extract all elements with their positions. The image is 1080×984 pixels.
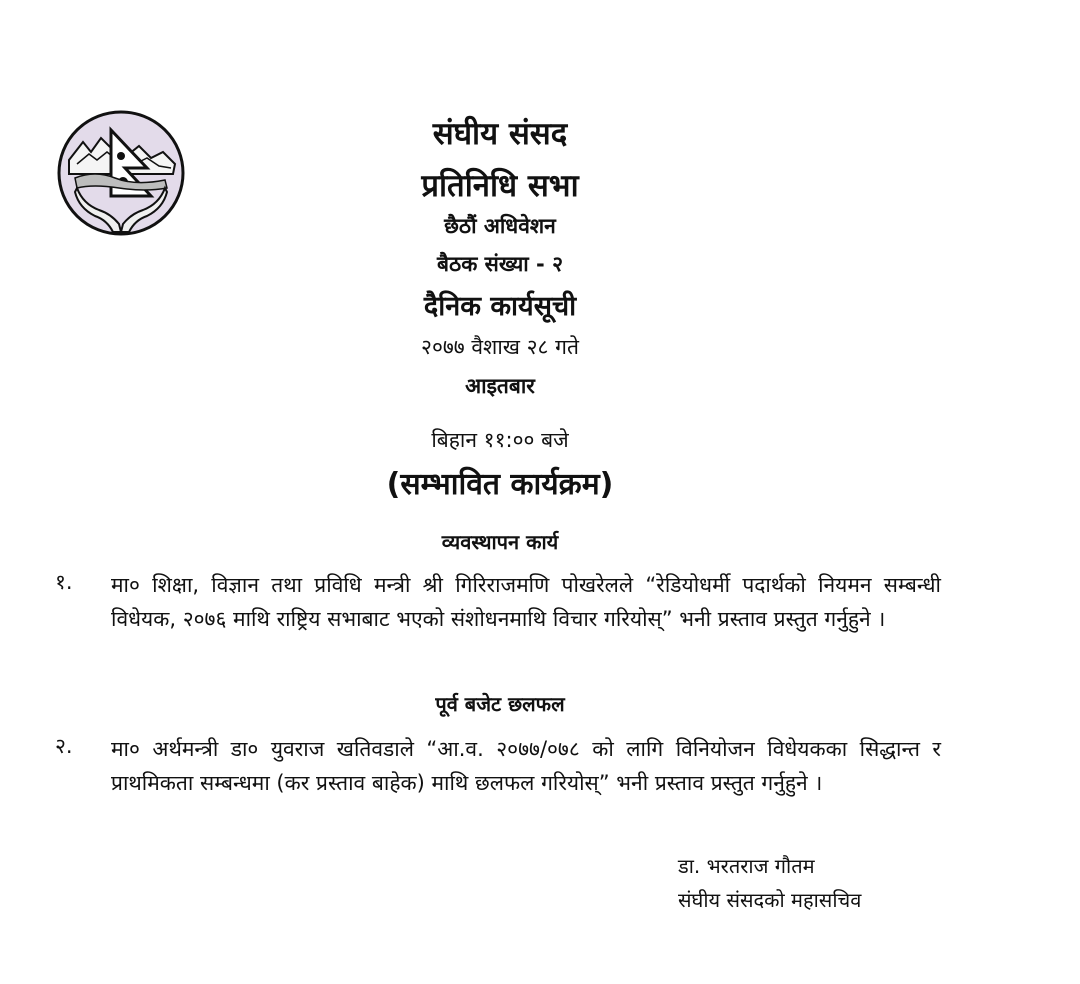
meeting-number: बैठक संख्या - २ [437, 252, 563, 276]
parliament-title: संघीय संसद [432, 116, 568, 152]
agenda-item-text: मा० शिक्षा, विज्ञान तथा प्रविधि मन्त्री श्री गिरिराजमणि पोखरेलले “रेडियोधर्मी पदार्थको नियमन सम्बन्धी विधेयक, २०७६ माथि राष्ट्रिय सभाबाट भएको संशोधनमाथि विचार गरियोस्” भनी प्रस्ताव प्रस्तुत गर्नुहुने । [111, 573, 941, 631]
agenda-time: बिहान ११:०० बजे [431, 428, 569, 452]
signatory-name: डा. भरतराज गौतम [678, 854, 815, 878]
signatory-title: संघीय संसदको महासचिव [678, 888, 862, 912]
section-heading-legislation: व्यवस्थापन कार्य [441, 530, 559, 554]
agenda-item-number: १. [55, 570, 73, 594]
program-heading: (सम्भावित कार्यक्रम) [386, 467, 614, 502]
section-heading-prebudget: पूर्व बजेट छलफल [435, 692, 565, 716]
agenda-day: आइतबार [465, 374, 535, 398]
agenda-item-number: २. [55, 734, 73, 758]
session-label: छैठौं अधिवेशन [444, 214, 556, 238]
agenda-title: दैनिक कार्यसूची [423, 291, 577, 322]
agenda-item-text: मा० अर्थमन्त्री डा० युवराज खतिवडाले “आ.व. २०७७/०७८ को लागि विनियोजन विधेयकका सिद्धान्त र प्राथमिकता सम्बन्धमा (कर प्रस्ताव बाहेक) माथि छलफल गरियोस्” भनी प्रस्ताव प्रस्तुत गर्नुहुने । [111, 737, 941, 795]
house-title: प्रतिनिधि सभा [421, 168, 579, 204]
agenda-date: २०७७ वैशाख २८ गते [421, 335, 579, 359]
